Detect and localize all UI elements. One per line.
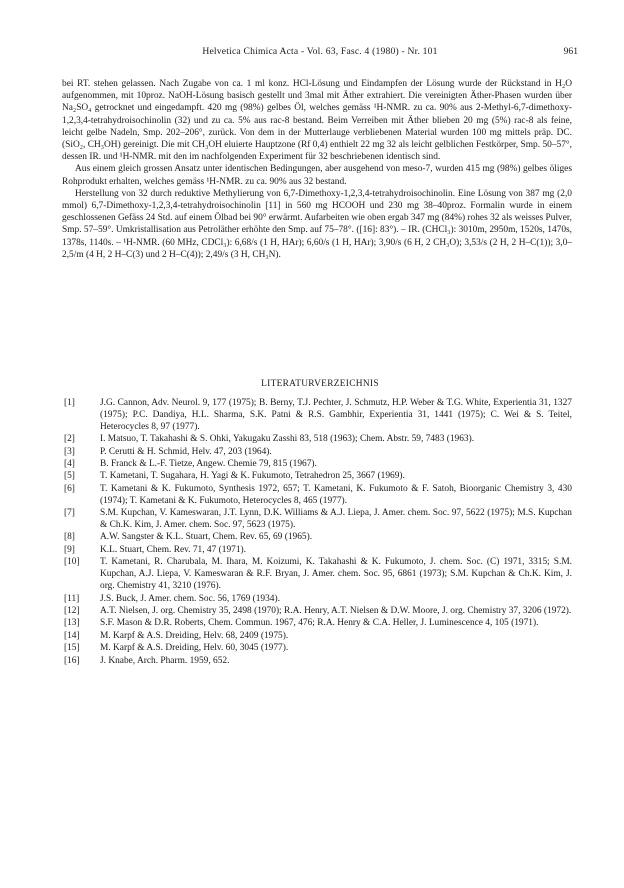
reference-text: J.S. Buck, J. Amer. chem. Soc. 56, 1769 (1934).	[100, 593, 280, 604]
reference-number: [16]	[64, 655, 80, 666]
reference-item	[62, 594, 572, 606]
reference-item	[62, 508, 572, 532]
reference-number: [5]	[64, 471, 75, 482]
reference-text: I. Matsuo, T. Takahashi & S. Ohki, Yakugaku Zasshi 83, 518 (1963); Chem. Abstr. 59, 7483 (1963).	[100, 434, 475, 445]
reference-item	[62, 656, 572, 668]
reference-item	[62, 631, 572, 643]
reference-item	[62, 643, 572, 655]
reference-text: T. Kametani, T. Sugahara, H. Yagi & K. Fukumoto, Tetrahedron 25, 3667 (1969).	[100, 471, 405, 482]
reference-text: S.F. Mason & D.R. Roberts, Chem. Commun. 1967, 476; R.A. Henry & C.A. Heller, J. Luminescence 4, 105 (1971).	[100, 618, 539, 629]
reference-text: A.T. Nielsen, J. org. Chemistry 35, 2498 (1970); R.A. Henry, A.T. Nielsen & D.W. Moore, J. org. Chemistry 37, 3206 (1972).	[100, 605, 572, 616]
reference-number: [7]	[64, 508, 75, 519]
reference-item	[62, 484, 572, 508]
reference-number: [8]	[64, 532, 75, 543]
reference-number: [15]	[64, 643, 80, 654]
reference-item	[62, 532, 572, 544]
reference-text: K.L. Stuart, Chem. Rev. 71, 47 (1971).	[100, 544, 246, 555]
experimental-text	[62, 78, 572, 261]
reference-item	[62, 618, 572, 630]
reference-text: P. Cerutti & H. Schmid, Helv. 47, 203 (1964).	[100, 446, 272, 457]
reference-number: [13]	[64, 618, 80, 629]
reference-text: J. Knabe, Arch. Pharm. 1959, 652.	[100, 655, 230, 666]
reference-text: M. Karpf & A.S. Dreiding, Helv. 68, 2409 (1975).	[100, 630, 289, 641]
reference-item	[62, 606, 572, 618]
reference-text: M. Karpf & A.S. Dreiding, Helv. 60, 3045 (1977).	[100, 643, 289, 654]
reference-number: [12]	[64, 605, 80, 616]
reference-item	[62, 398, 572, 434]
reference-text: B. Franck & L.-F. Tietze, Angew. Chemie 79, 815 (1967).	[100, 459, 317, 470]
paragraph: Aus einem gleich grossen Ansatz unter identischen Bedingungen, aber ausgehend von meso-7, wurden 415 mg (98%) gelbes öliges Rohprodukt erhalten, welches gemäss ¹H-NMR. zu ca. 90% aus 32 bestand.	[62, 164, 572, 187]
reference-item	[62, 557, 572, 593]
reference-text: T. Kametani & K. Fukumoto, Synthesis 1972, 657; T. Kametani, K. Fukumoto & F. Satoh, Bioorganic Chemistry 3, 430 (1974); T. Kametani & K. Fukumoto, Heterocycles 8, 465 (1977).	[100, 483, 572, 506]
reference-number: [6]	[64, 483, 75, 494]
reference-text: J.G. Cannon, Adv. Neurol. 9, 177 (1975); B. Berny, T.J. Pechter, J. Schmutz, H.P. Weber & T.G. White, Experientia 31, 1327 (1975); P.C. Dandiya, H.L. Sharma, S.K. Patni & R.S. Gambhir, Experientia 31, 1441 (1975); C. Wei & S. Teitel, Heterocycles 8, 97 (1977).	[100, 398, 572, 432]
page-number: 961	[563, 46, 578, 57]
reference-number: [10]	[64, 557, 80, 568]
reference-item	[62, 471, 572, 483]
reference-item	[62, 434, 572, 446]
reference-number: [1]	[64, 398, 75, 408]
reference-number: [3]	[64, 446, 75, 457]
reference-number: [9]	[64, 544, 75, 555]
paragraph: bei RT. stehen gelassen. Nach Zugabe von ca. 1 ml konz. HCl-Lösung und Eindampfen der Lösung wurde der Rückstand in H₂O aufgenommen, mit 10proz. NaOH-Lösung basisch gestellt und 3mal mit Äther extrahiert. Die vereinigten Äther-Phasen wurden über Na₂SO₄ getrocknet und eingedampft. 420 mg (98%) gelbes Öl, welches gemäss ¹H-NMR. zu ca. 90% aus 2-Methyl-6,7-dimethoxy-1,2,3,4-tetrahydroisochinolin (32) und zu ca. 5% aus rac-8 bestand. Beim Verreiben mit Äther blieben 20 mg (5%) rac-8 als feine, leicht gelbe Nadeln, Smp. 202–206°, zurück. Von dem in der Mutterlauge verbliebenen Material wurden 100 mg mittels präp. DC. (SiO₂, CH₃OH) gereinigt. Die mit CH₃OH eluierte Hauptzone (Rf 0,4) enthielt 22 mg 32 als leicht gelblichen Festkörper, Smp. 50–57°, dessen IR. und ¹H-NMR. mit den im nachfolgenden Experiment für 32 beschriebenen identisch sind.	[62, 79, 572, 163]
references-heading: LITERATURVERZEICHNIS	[261, 379, 379, 389]
reference-text: T. Kametani, R. Charubala, M. Ihara, M. Koizumi, K. Takahashi & K. Fukumoto, J. chem. Soc. (C) 1971, 3315; S.M. Kupchan, A.J. Liepa, V. Kameswaran & R.F. Bryan, J. Amer. chem. Soc. 95, 6861 (1973); S.M. Kupchan & Ch.K. Kim, J. org. Chemistry 41, 3210 (1976).	[100, 557, 572, 592]
journal-title: Helvetica Chimica Acta - Vol. 63, Fasc. 4 (1980) - Nr. 101	[202, 46, 438, 57]
reference-number: [11]	[64, 593, 80, 604]
reference-text: A.W. Sangster & K.L. Stuart, Chem. Rev. 65, 69 (1965).	[100, 532, 313, 543]
reference-number: [2]	[64, 434, 75, 445]
reference-list	[62, 398, 572, 667]
reference-text: S.M. Kupchan, V. Kameswaran, J.T. Lynn, D.K. Williams & A.J. Liepa, J. Amer. chem. Soc. 97, 5622 (1975); M.S. Kupchan & Ch.K. Kim, J. Amer. chem. Soc. 97, 5623 (1975).	[100, 508, 572, 531]
reference-item	[62, 447, 572, 459]
reference-number: [14]	[64, 630, 80, 641]
paragraph: Herstellung von 32 durch reduktive Methylierung von 6,7-Dimethoxy-1,2,3,4-tetrahydroisochinolin. Eine Lösung von 387 mg (2,0 mmol) 6,7-Dimethoxy-1,2,3,4-tetrahydroisochinolin [11] in 560 mg HCOOH und 230 mg 38–40proz. Formalin wurde in einem geschlossenen Gefäss 24 Std. auf einem Ölbad bei 90° erwärmt. Aufarbeiten wie oben ergab 347 mg (84%) rohes 32 als weisses Pulver, Smp. 57–59°. Umkristallisation aus Petroläther erhöhte den Smp. auf 75–78°. ([16]: 83°). – IR. (CHCl₃): 3010m, 2950m, 1520s, 1470s, 1378s, 1140s. – ¹H-NMR. (60 MHz, CDCl₃): 6,68/s (1 H, HAr); 6,60/s (1 H, HAr); 3,90/s (6 H, 2 CH₃O); 3,53/s (2 H, 2 H–C(1)); 3,0–2,5/m (4 H, 2 H–C(3) und 2 H–C(4)); 2,49/s (3 H, CH₃N).	[62, 188, 572, 260]
running-header	[62, 46, 578, 60]
reference-item	[62, 545, 572, 557]
reference-item	[62, 459, 572, 471]
reference-number: [4]	[64, 459, 75, 470]
